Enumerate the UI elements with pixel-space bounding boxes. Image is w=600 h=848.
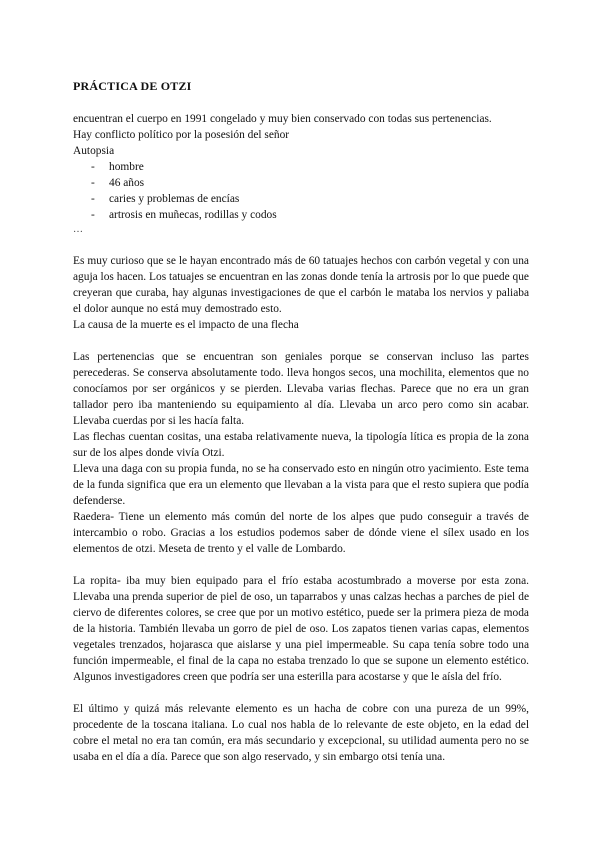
- intro-line-discovery: encuentran el cuerpo en 1991 congelado y muy bien conservado con todas sus pertenencias.: [73, 113, 492, 125]
- list-item: [91, 207, 529, 223]
- dash-bullet: -: [91, 161, 95, 173]
- paragraph-spacer: [73, 333, 529, 349]
- paragraph-copper-axe: El último y quizá más relevante elemento es un hacha de cobre con una pureza de un 99%, procedente de la toscana italiana. Lo cual nos habla de lo relevante de este objeto, en la edad del cobre el metal no era tan común, era más secundario y excepcional, su utilidad aumenta pero no se usaba en el día a día. Parece que son algo reservado, y sin embargo otsi tenía una.: [73, 703, 529, 763]
- paragraph-cause-of-death: La causa de la muerte es el impacto de una flecha: [73, 319, 299, 331]
- ellipsis-mark: …: [73, 224, 83, 235]
- list-item-text: artrosis en muñecas, rodillas y codos: [109, 209, 277, 221]
- autopsy-list: [73, 159, 529, 223]
- paragraph-tattoos: Es muy curioso que se le hayan encontrado más de 60 tatuajes hechos con carbón vegetal y con una aguja los hacen. Los tatuajes se encuentran en las zonas donde tenía la artrosis por lo que puede que creyeran que curaba, hay algunas investigaciones de que el carbón le mataba los nervios y paliaba el dolor aunque no está muy demostrado esto.: [73, 255, 529, 315]
- list-item: [91, 175, 529, 191]
- list-item-text: hombre: [109, 161, 144, 173]
- dash-bullet: -: [91, 209, 95, 221]
- paragraph-spacer: [73, 685, 529, 701]
- intro-line-conflict: Hay conflicto político por la posesión del señor: [73, 129, 290, 141]
- paragraph-scraper: Raedera- Tiene un elemento más común del norte de los alpes que pudo conseguir a través de intercambio o robo. Gracias a los estudios podemos saber de dónde viene el sílex usado en los elementos de otzi. Meseta de trento y el valle de Lombardo.: [73, 511, 529, 555]
- dash-bullet: -: [91, 193, 95, 205]
- document-title: PRÁCTICA DE OTZI: [73, 79, 192, 93]
- paragraph-dagger: Lleva una daga con su propia funda, no se ha conservado esto en ningún otro yacimiento. Este tema de la funda significa que era un elemento que llevaban a la vista para que el resto supiera que podía defenderse.: [73, 463, 529, 507]
- paragraph-spacer: [73, 237, 529, 253]
- list-item: [91, 159, 529, 175]
- list-item-text: 46 años: [109, 177, 145, 189]
- paragraph-clothing: La ropita- iba muy bien equipado para el frío estaba acostumbrado a moverse por esta zona. Llevaba una prenda superior de piel de oso, un taparrabos y unas calzas hechas a parches de piel de ciervo de diferentes colores, se cree que por un motivo estético, puede ser la primera pieza de moda de la historia. También llevaba un gorro de piel de oso. Los zapatos tienen varias capas, elementos vegetales trenzados, hojarasca que aislarse y una piel impermeable. Su capa tenía sobre todo una función impermeable, el final de la capa no estaba trenzado lo que se supone un elemento estético. Algunos investigadores creen que podría ser una esterilla para acostarse y que le aísla del frío.: [73, 575, 529, 683]
- list-item: [91, 191, 529, 207]
- document-page: [73, 78, 529, 765]
- paragraph-spacer: [73, 557, 529, 573]
- paragraph-belongings: Las pertenencias que se encuentran son geniales porque se conservan incluso las partes perecederas. Se conserva absolutamente todo. lleva hongos secos, una mochilita, elementos que no conocíamos por ser orgánicos y se pierden. Llevaba varias flechas. Parece que no era un gran tallador pero iba manteniendo su equipamiento al día. Llevaba un arco pero como sin acabar. Llevaba cuerdas por si les hacía falta.: [73, 351, 529, 427]
- paragraph-arrows: Las flechas cuentan cositas, una estaba relativamente nueva, la tipología lítica es propia de la zona sur de los alpes donde vivía Otzi.: [73, 431, 529, 459]
- dash-bullet: -: [91, 177, 95, 189]
- list-item-text: caries y problemas de encías: [109, 193, 240, 205]
- autopsy-heading: Autopsia: [73, 145, 115, 157]
